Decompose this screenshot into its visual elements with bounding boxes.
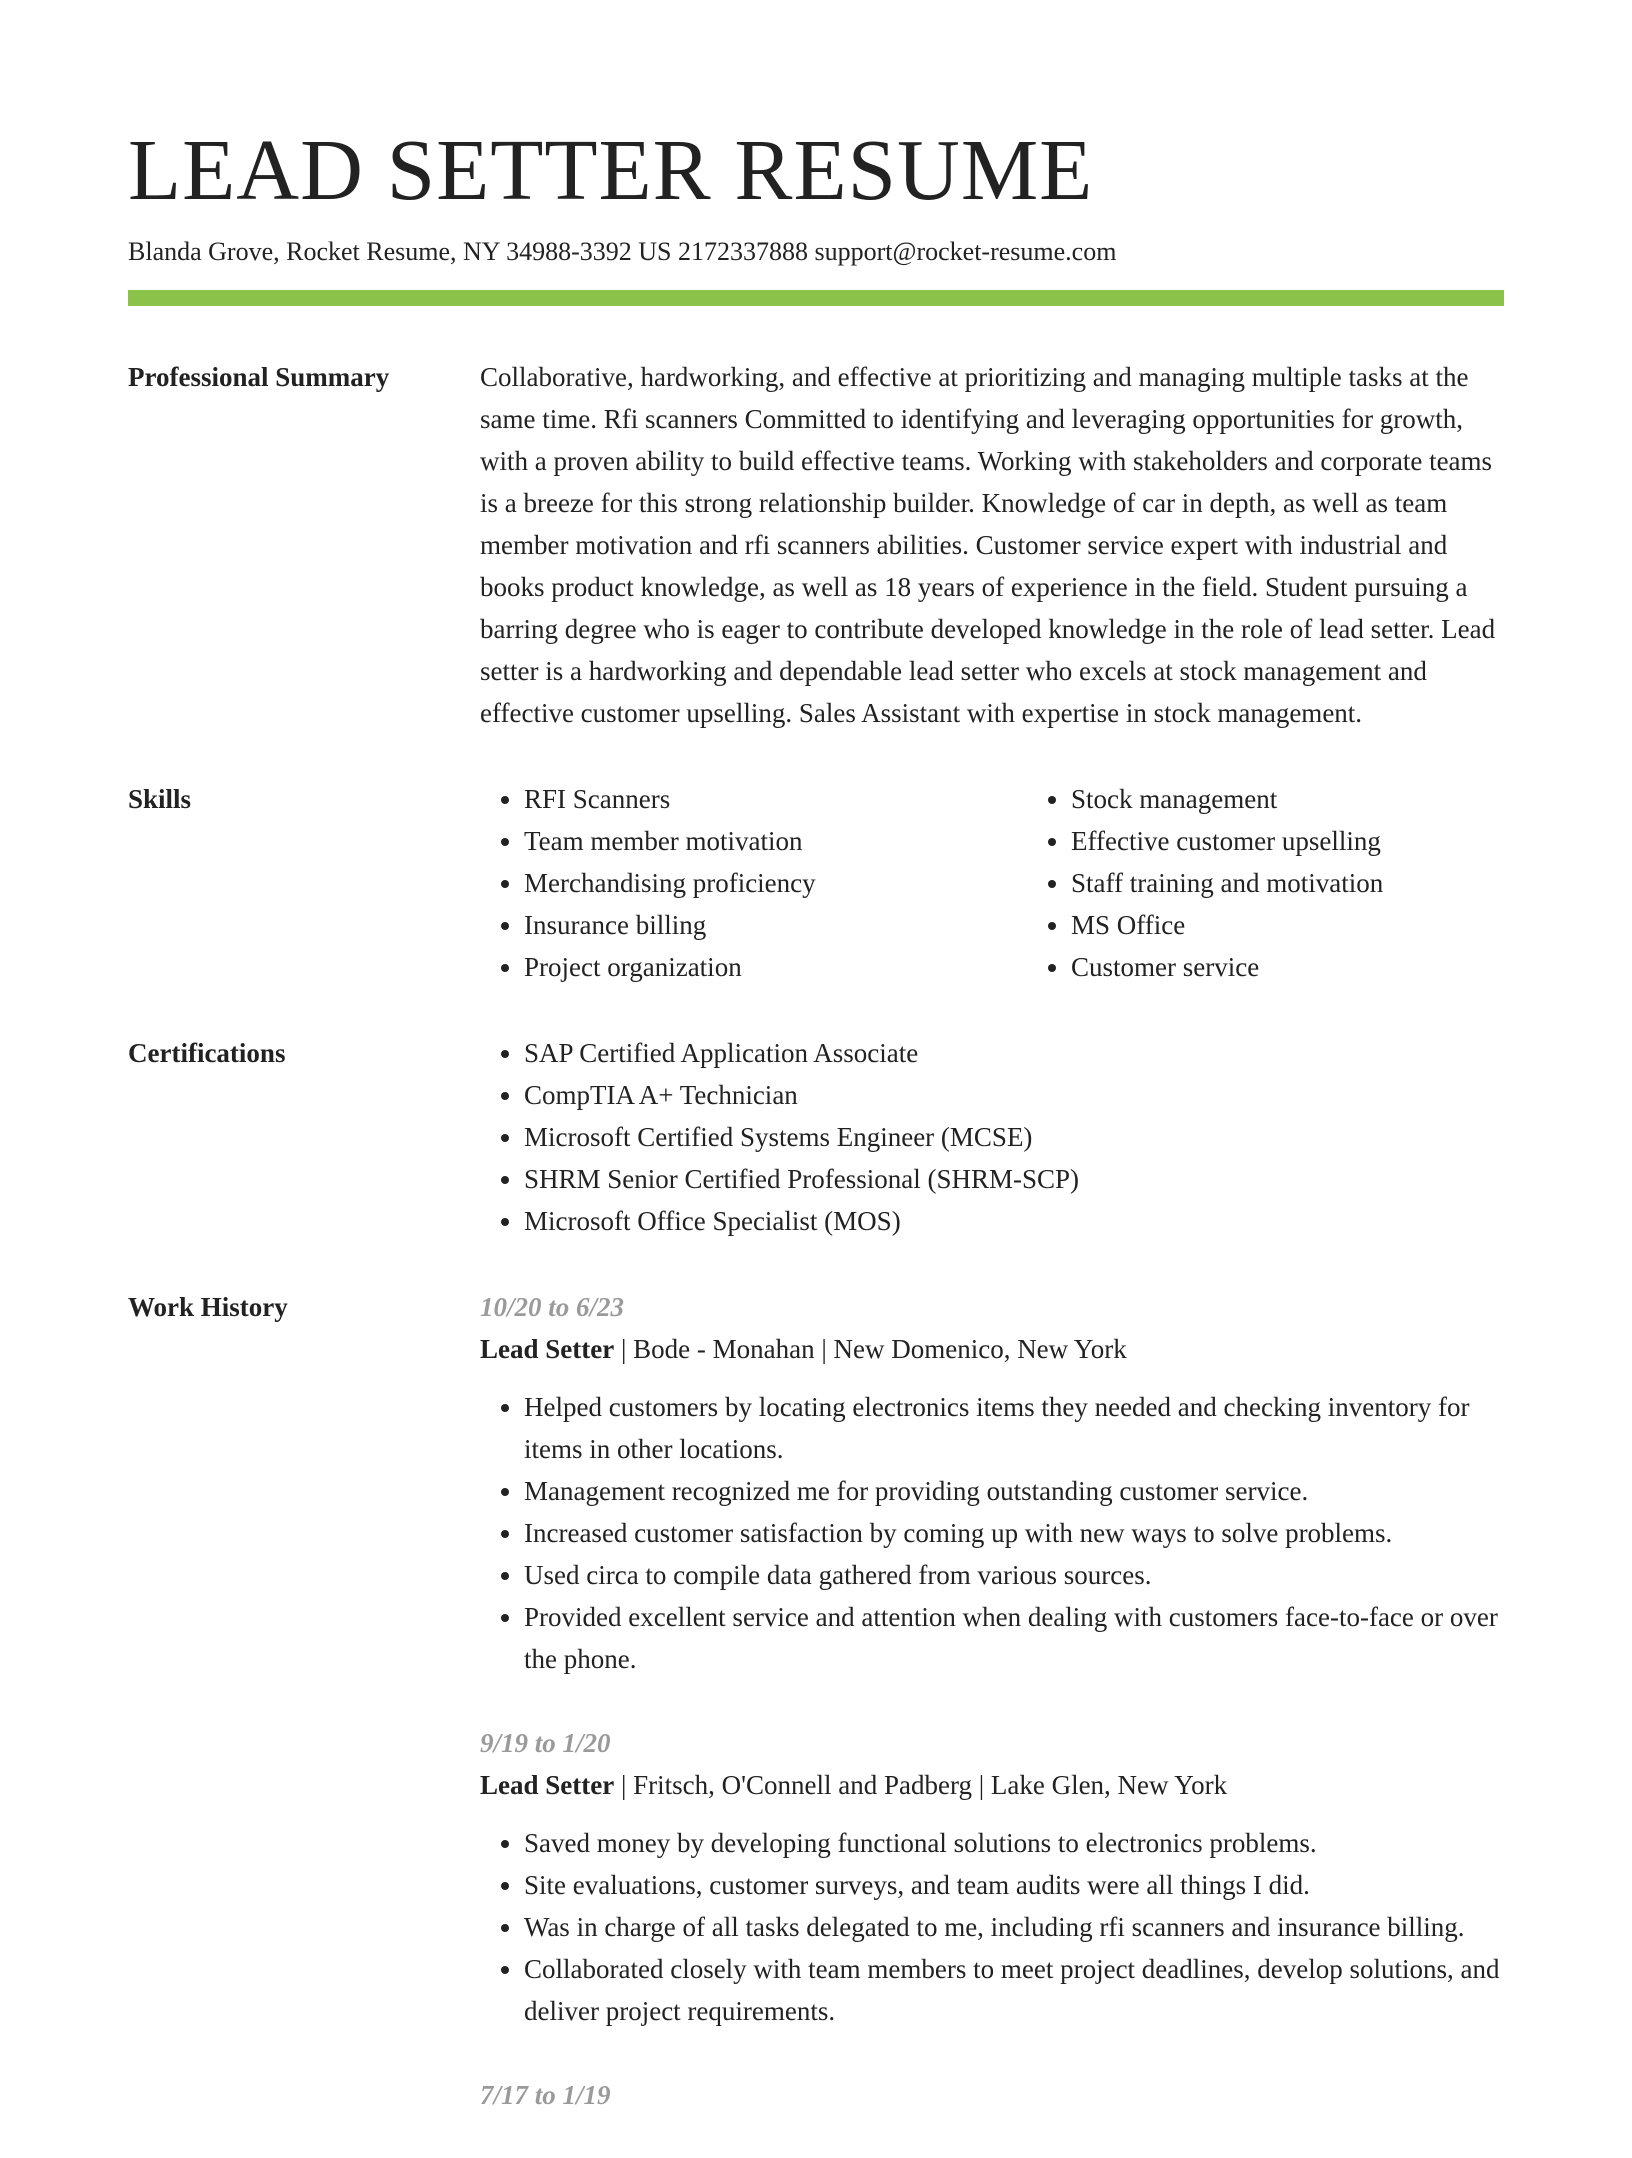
skill-item: • Team member motivation <box>524 820 1027 862</box>
certifications-section <box>128 1032 1504 1242</box>
job-dates: 10/20 to 6/23 <box>480 1292 625 1322</box>
job-bullets <box>480 1822 1504 2032</box>
section-label-skills: Skills <box>128 784 192 814</box>
skill-item: • Customer service <box>1071 946 1574 988</box>
job-company-location: | Fritsch, O'Connell and Padberg | Lake Glen, New York <box>614 1770 1228 1800</box>
job-dates: 9/19 to 1/20 <box>480 1728 611 1758</box>
certification-item: • SHRM Senior Certified Professional (SHRM-SCP) <box>524 1158 1504 1200</box>
skill-item: • Stock management <box>1071 778 1574 820</box>
certification-item: • CompTIA A+ Technician <box>524 1074 1504 1116</box>
certification-item: • Microsoft Office Specialist (MOS) <box>524 1200 1504 1242</box>
job-bullet: • Management recognized me for providing outstanding customer service. <box>524 1470 1504 1512</box>
job-entry <box>480 1286 1504 1680</box>
job-bullet: • Helped customers by locating electronics items they needed and checking inventory for items in other locations. <box>524 1386 1504 1470</box>
skills-list-left <box>480 778 1027 988</box>
section-label-summary: Professional Summary <box>128 362 390 392</box>
section-label-certifications: Certifications <box>128 1038 286 1068</box>
job-bullet: • Saved money by developing functional solutions to electronics problems. <box>524 1822 1504 1864</box>
resume-title: LEAD SETTER RESUME <box>128 121 1094 218</box>
certification-item: • SAP Certified Application Associate <box>524 1032 1504 1074</box>
job-title: Lead Setter <box>480 1334 615 1364</box>
certification-item: • Microsoft Certified Systems Engineer (MCSE) <box>524 1116 1504 1158</box>
job-company-location: | Bode - Monahan | New Domenico, New York <box>614 1334 1127 1364</box>
job-entry <box>480 2074 1504 2116</box>
accent-divider <box>128 290 1504 306</box>
skill-item: • Effective customer upselling <box>1071 820 1574 862</box>
summary-text: Collaborative, hardworking, and effective at prioritizing and managing multiple tasks at the same time. Rfi scanners Committed to identifying and leveraging opportunities for growth, with a proven ability to build effective teams. Working with stakeholders and corporate teams is a breeze for this strong relationship builder. Knowledge of car in depth, as well as team member motivation and rfi scanners abilities. Customer service expert with industrial and books product knowledge, as well as 18 years of experience in the field. Student pursuing a barring degree who is eager to contribute developed knowledge in the role of lead setter. Lead setter is a hardworking and dependable lead setter who excels at stock management and effective customer upselling. Sales Assistant with expertise in stock management. <box>480 362 1496 728</box>
job-title: Lead Setter <box>480 1770 615 1800</box>
job-bullet: • Provided excellent service and attention when dealing with customers face-to-face or over the phone. <box>524 1596 1504 1680</box>
resume-page <box>128 0 1504 2158</box>
job-bullet: • Used circa to compile data gathered from various sources. <box>524 1554 1504 1596</box>
job-dates: 7/17 to 1/19 <box>480 2080 611 2110</box>
section-label-work-history: Work History <box>128 1292 288 1322</box>
job-bullet: • Collaborated closely with team members to meet project deadlines, develop solutions, and deliver project requirements. <box>524 1948 1504 2032</box>
job-title-line <box>480 1764 1504 1806</box>
work-history-section <box>128 1286 1504 2158</box>
skill-item: • Merchandising proficiency <box>524 862 1027 904</box>
contact-line: Blanda Grove, Rocket Resume, NY 34988-3392 US 2172337888 support@rocket-resume.com <box>128 237 1117 266</box>
skill-item: • Staff training and motivation <box>1071 862 1574 904</box>
job-bullet: • Increased customer satisfaction by coming up with new ways to solve problems. <box>524 1512 1504 1554</box>
skill-item: • MS Office <box>1071 904 1574 946</box>
job-bullet: • Site evaluations, customer surveys, and team audits were all things I did. <box>524 1864 1504 1906</box>
skill-item: • RFI Scanners <box>524 778 1027 820</box>
skills-list-right <box>1027 778 1574 988</box>
job-title-line <box>480 1328 1504 1370</box>
job-bullets <box>480 1386 1504 1680</box>
job-bullet: • Was in charge of all tasks delegated to me, including rfi scanners and insurance billing. <box>524 1906 1504 1948</box>
skill-item: • Insurance billing <box>524 904 1027 946</box>
certifications-list <box>480 1032 1504 1242</box>
summary-section <box>128 356 1504 734</box>
job-entry <box>480 1722 1504 2032</box>
skill-item: • Project organization <box>524 946 1027 988</box>
skills-section <box>128 778 1504 988</box>
